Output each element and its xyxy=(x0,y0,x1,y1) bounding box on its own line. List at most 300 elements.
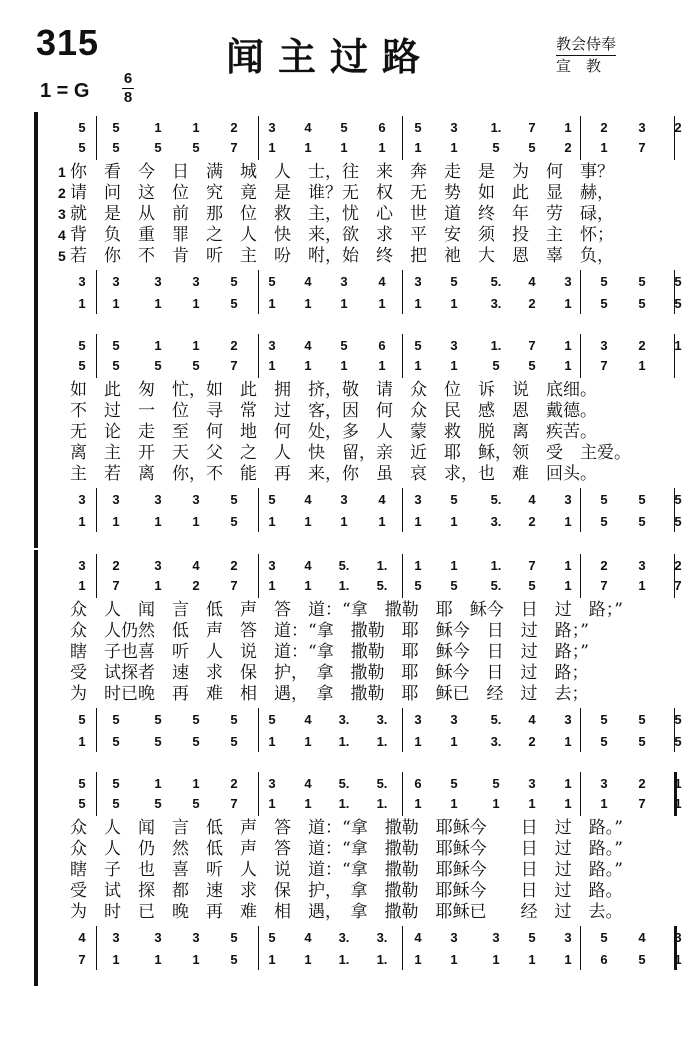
verse-text: 如 此 匆 忙，如 此 拥 挤，敬 请 众 位 诉 说 底细。 xyxy=(70,380,597,400)
tenor-row xyxy=(34,928,682,948)
alto-note: 1 xyxy=(528,796,536,811)
tenor-note: 4 xyxy=(378,492,386,507)
tenor-note: 3 xyxy=(564,274,572,289)
soprano-note: 5 xyxy=(340,120,348,135)
alto-note: 1 xyxy=(304,796,312,811)
alto-note: 7 xyxy=(638,796,646,811)
alto-note: 5. xyxy=(490,578,502,593)
alto-note: 1 xyxy=(378,358,386,373)
soprano-note: 1 xyxy=(192,776,200,791)
verse-text: 若 你 不 肯 听 主 吩 咐，始 终 把 祂 大 恩 辜 负， xyxy=(70,246,614,266)
category-line-1: 教会侍奉 xyxy=(556,34,616,56)
soprano-note: 1 xyxy=(192,338,200,353)
soprano-note: 2 xyxy=(674,558,682,573)
bass-note: 1 xyxy=(450,734,458,749)
tenor-note: 5. xyxy=(490,274,502,289)
lyrics-verse xyxy=(34,860,662,880)
bass-note: 1 xyxy=(564,514,572,529)
lyrics-verse xyxy=(34,663,662,683)
tenor-note: 5 xyxy=(600,492,608,507)
tenor-note: 3 xyxy=(192,492,200,507)
verse-number: 3 xyxy=(58,206,66,222)
score-system xyxy=(34,330,682,548)
soprano-note: 5. xyxy=(338,776,350,791)
soprano-note: 5 xyxy=(112,776,120,791)
alto-note: 5 xyxy=(112,140,120,155)
alto-note: 7 xyxy=(230,140,238,155)
bass-note: 1 xyxy=(268,514,276,529)
lyrics-verse xyxy=(34,162,662,182)
bass-note: 5 xyxy=(674,514,682,529)
soprano-note: 5 xyxy=(414,120,422,135)
lyrics-verse xyxy=(34,881,662,901)
soprano-note: 7 xyxy=(528,338,536,353)
bass-note: 3. xyxy=(490,514,502,529)
bass-note: 5 xyxy=(674,734,682,749)
soprano-note: 4 xyxy=(304,558,312,573)
soprano-note: 2 xyxy=(674,120,682,135)
bass-note: 5 xyxy=(230,734,238,749)
tenor-note: 3 xyxy=(450,930,458,945)
tenor-note: 5 xyxy=(600,274,608,289)
tenor-note: 4 xyxy=(304,274,312,289)
alto-note: 5 xyxy=(192,358,200,373)
bass-note: 1 xyxy=(414,734,422,749)
bass-note: 5 xyxy=(112,734,120,749)
bass-note: 1 xyxy=(304,296,312,311)
soprano-note: 5 xyxy=(414,338,422,353)
tenor-note: 5 xyxy=(268,274,276,289)
verse-text: 主 若 离 你，不 能 再 来，你 虽 哀 求，也 难 回头。 xyxy=(70,464,597,484)
soprano-row xyxy=(34,774,682,794)
bass-note: 5 xyxy=(638,296,646,311)
lyrics-verse xyxy=(34,225,662,245)
soprano-note: 2 xyxy=(230,776,238,791)
lyrics-verse xyxy=(34,443,662,463)
bass-note: 5 xyxy=(600,296,608,311)
alto-note: 1 xyxy=(492,796,500,811)
soprano-note: 3 xyxy=(450,120,458,135)
hymn-category xyxy=(556,34,616,76)
alto-note: 7 xyxy=(230,578,238,593)
soprano-note: 6 xyxy=(378,338,386,353)
alto-note: 5 xyxy=(78,796,86,811)
tenor-note: 3 xyxy=(340,274,348,289)
soprano-note: 5 xyxy=(78,776,86,791)
tenor-note: 3 xyxy=(564,930,572,945)
alto-note: 5 xyxy=(154,796,162,811)
soprano-note: 2 xyxy=(230,120,238,135)
alto-row xyxy=(34,138,662,158)
soprano-note: 3 xyxy=(268,776,276,791)
tenor-note: 3. xyxy=(338,930,350,945)
lyrics-verse xyxy=(34,246,662,266)
tenor-note: 5 xyxy=(192,712,200,727)
bass-note: 1 xyxy=(450,514,458,529)
tenor-row xyxy=(34,490,682,510)
soprano-note: 3 xyxy=(78,558,86,573)
tenor-note: 3 xyxy=(414,274,422,289)
bass-row xyxy=(34,732,682,752)
bass-note: 5 xyxy=(674,296,682,311)
tenor-note: 3 xyxy=(450,712,458,727)
tenor-note: 5 xyxy=(638,274,646,289)
bass-note: 1. xyxy=(376,734,388,749)
verse-text: 无 论 走 至 何 地 何 处，多 人 蒙 救 脱 离 疾苦。 xyxy=(70,422,597,442)
alto-note: 7 xyxy=(600,358,608,373)
alto-note: 5 xyxy=(78,358,86,373)
tenor-note: 3. xyxy=(338,712,350,727)
soprano-note: 6 xyxy=(414,776,422,791)
tenor-note: 3 xyxy=(112,274,120,289)
tenor-note: 4 xyxy=(528,274,536,289)
bass-note: 1 xyxy=(378,514,386,529)
alto-note: 7 xyxy=(112,578,120,593)
verse-text: 为 时已晚 再 难 相 遇， 拿 撒勒 耶 稣已 经 过 去； xyxy=(70,684,589,704)
bass-note: 1 xyxy=(268,952,276,967)
bass-note: 1 xyxy=(268,296,276,311)
soprano-note: 5 xyxy=(450,776,458,791)
tenor-note: 5 xyxy=(268,930,276,945)
alto-note: 1 xyxy=(304,578,312,593)
score-system xyxy=(34,112,682,330)
tenor-note: 3 xyxy=(414,712,422,727)
verse-text: 就 是 从 前 那 位 救 主，忧 心 世 道 终 年 劳 碌， xyxy=(70,204,614,224)
tenor-note: 4 xyxy=(304,930,312,945)
alto-note: 1 xyxy=(638,358,646,373)
tenor-note: 4 xyxy=(78,930,86,945)
soprano-note: 5 xyxy=(492,776,500,791)
soprano-note: 3 xyxy=(600,776,608,791)
verse-text: 为 时 已 晚 再 难 相 遇， 拿 撒勒 耶稣已 经 过 去。 xyxy=(70,902,623,922)
soprano-note: 1. xyxy=(490,338,502,353)
bass-note: 1 xyxy=(304,734,312,749)
soprano-note: 2 xyxy=(638,776,646,791)
bass-note: 1 xyxy=(414,514,422,529)
soprano-note: 3 xyxy=(638,120,646,135)
soprano-note: 2 xyxy=(638,338,646,353)
bass-note: 1 xyxy=(78,514,86,529)
alto-note: 5 xyxy=(112,358,120,373)
alto-note: 1 xyxy=(78,578,86,593)
soprano-note: 3 xyxy=(154,558,162,573)
tenor-note: 5 xyxy=(600,930,608,945)
alto-note: 5 xyxy=(192,140,200,155)
alto-note: 5 xyxy=(154,140,162,155)
alto-note: 2 xyxy=(564,140,572,155)
bass-note: 6 xyxy=(600,952,608,967)
alto-note: 5 xyxy=(528,358,536,373)
alto-row xyxy=(34,356,662,376)
alto-note: 1 xyxy=(268,796,276,811)
tenor-note: 5 xyxy=(450,492,458,507)
soprano-note: 1 xyxy=(564,776,572,791)
bass-note: 1 xyxy=(528,952,536,967)
alto-note: 1 xyxy=(674,796,682,811)
bass-note: 1 xyxy=(674,952,682,967)
alto-note: 5 xyxy=(78,140,86,155)
verse-text: 众 人 闻 言 低 声 答 道：“拿 撒勒 耶稣今 日 过 路。” xyxy=(70,818,623,838)
alto-note: 1 xyxy=(414,796,422,811)
tenor-note: 4 xyxy=(378,274,386,289)
time-signature-top: 6 xyxy=(123,70,133,87)
soprano-note: 1 xyxy=(154,338,162,353)
verse-text: 背 负 重 罪 之 人 快 来，欲 求 平 安 须 投 主 怀； xyxy=(70,225,614,245)
lyrics-verse xyxy=(34,621,662,641)
lyrics-verse xyxy=(34,600,662,620)
verse-text: 瞎 子也喜 听 人 说 道：“拿 撒勒 耶 稣今 日 过 路；” xyxy=(70,642,589,662)
alto-note: 1 xyxy=(450,140,458,155)
alto-note: 7 xyxy=(600,578,608,593)
tenor-note: 5 xyxy=(674,712,682,727)
bass-note: 1 xyxy=(492,952,500,967)
soprano-note: 3 xyxy=(268,558,276,573)
tenor-note: 3. xyxy=(376,930,388,945)
bass-note: 5 xyxy=(638,514,646,529)
tenor-note: 3. xyxy=(376,712,388,727)
soprano-note: 3 xyxy=(268,338,276,353)
lyrics-verse xyxy=(34,183,662,203)
bass-note: 1 xyxy=(450,952,458,967)
bass-note: 1 xyxy=(192,514,200,529)
tenor-row xyxy=(34,710,682,730)
soprano-note: 6 xyxy=(378,120,386,135)
category-line-2: 宣 教 xyxy=(556,57,602,75)
bass-note: 1. xyxy=(338,952,350,967)
tenor-note: 5 xyxy=(112,712,120,727)
soprano-note: 5 xyxy=(78,120,86,135)
alto-note: 1 xyxy=(268,358,276,373)
alto-note: 1. xyxy=(376,796,388,811)
bass-note: 1 xyxy=(78,734,86,749)
verse-number: 1 xyxy=(58,164,66,180)
bass-row xyxy=(34,512,682,532)
verse-text: 你 看 今 日 满 城 人 士，往 来 奔 走 是 为 何 事？ xyxy=(70,162,614,182)
soprano-row xyxy=(34,556,682,576)
soprano-note: 3 xyxy=(450,338,458,353)
alto-note: 1 xyxy=(154,578,162,593)
soprano-note: 1 xyxy=(674,776,682,791)
alto-note: 5 xyxy=(450,578,458,593)
bass-note: 1 xyxy=(112,952,120,967)
soprano-note: 1 xyxy=(154,776,162,791)
bass-note: 1 xyxy=(192,952,200,967)
bass-note: 1 xyxy=(304,514,312,529)
verse-text: 众 人 仍 然 低 声 答 道：“拿 撒勒 耶稣今 日 过 路。” xyxy=(70,839,623,859)
soprano-note: 4 xyxy=(192,558,200,573)
soprano-note: 1 xyxy=(154,120,162,135)
verse-text: 不 过 一 位 寻 常 过 客，因 何 众 民 感 恩 戴德。 xyxy=(70,401,597,421)
tenor-note: 3 xyxy=(340,492,348,507)
tenor-note: 5 xyxy=(268,492,276,507)
soprano-note: 5. xyxy=(338,558,350,573)
alto-note: 1 xyxy=(340,140,348,155)
alto-note: 5 xyxy=(154,358,162,373)
bass-note: 1 xyxy=(112,514,120,529)
soprano-note: 2 xyxy=(600,558,608,573)
tenor-note: 3 xyxy=(192,930,200,945)
bass-note: 1 xyxy=(564,952,572,967)
bass-note: 5 xyxy=(600,514,608,529)
soprano-note: 1 xyxy=(564,338,572,353)
soprano-row xyxy=(34,118,682,138)
bass-note: 1 xyxy=(192,296,200,311)
time-signature xyxy=(122,72,134,105)
tenor-note: 3 xyxy=(492,930,500,945)
alto-note: 1. xyxy=(338,796,350,811)
bass-note: 1 xyxy=(304,952,312,967)
alto-note: 1 xyxy=(304,140,312,155)
alto-note: 5 xyxy=(528,140,536,155)
tenor-note: 5. xyxy=(490,712,502,727)
bass-note: 1 xyxy=(414,296,422,311)
bass-note: 1 xyxy=(340,296,348,311)
tenor-note: 5 xyxy=(230,930,238,945)
bass-note: 1. xyxy=(376,952,388,967)
alto-note: 5 xyxy=(528,578,536,593)
tenor-note: 4 xyxy=(304,712,312,727)
soprano-note: 5. xyxy=(376,776,388,791)
verse-number: 2 xyxy=(58,185,66,201)
tenor-note: 5 xyxy=(638,492,646,507)
alto-note: 5 xyxy=(192,796,200,811)
tenor-note: 3 xyxy=(112,930,120,945)
soprano-note: 3 xyxy=(600,338,608,353)
alto-note: 5. xyxy=(376,578,388,593)
verse-text: 瞎 子 也 喜 听 人 说 道：“拿 撒勒 耶稣今 日 过 路。” xyxy=(70,860,623,880)
soprano-note: 5 xyxy=(340,338,348,353)
soprano-note: 1 xyxy=(564,558,572,573)
alto-note: 1 xyxy=(564,578,572,593)
bass-note: 1. xyxy=(338,734,350,749)
verse-text: 请 问 这 位 究 竟 是 谁？无 权 无 势 如 此 显 赫， xyxy=(70,183,614,203)
alto-note: 7 xyxy=(674,578,682,593)
bass-note: 5 xyxy=(638,952,646,967)
lyrics-verse xyxy=(34,204,662,224)
soprano-note: 3 xyxy=(638,558,646,573)
tenor-row xyxy=(34,272,682,292)
soprano-note: 2 xyxy=(600,120,608,135)
bass-note: 2 xyxy=(528,296,536,311)
soprano-note: 5 xyxy=(112,120,120,135)
alto-note: 5 xyxy=(414,578,422,593)
bass-note: 5 xyxy=(154,734,162,749)
soprano-note: 1. xyxy=(376,558,388,573)
alto-note: 1 xyxy=(414,358,422,373)
alto-note: 1 xyxy=(600,140,608,155)
lyrics-verse xyxy=(34,818,662,838)
tenor-note: 5 xyxy=(230,492,238,507)
bass-note: 5 xyxy=(230,952,238,967)
alto-note: 1 xyxy=(564,358,572,373)
alto-note: 1 xyxy=(564,796,572,811)
alto-note: 1 xyxy=(600,796,608,811)
lyrics-verse xyxy=(34,464,662,484)
verse-number: 5 xyxy=(58,248,66,264)
soprano-note: 7 xyxy=(528,558,536,573)
hymn-number: 315 xyxy=(36,22,100,63)
bass-note: 2 xyxy=(528,514,536,529)
bass-note: 1 xyxy=(340,514,348,529)
alto-note: 1 xyxy=(450,358,458,373)
tenor-note: 3 xyxy=(414,492,422,507)
alto-note: 1 xyxy=(378,140,386,155)
verse-text: 众 人仍然 低 声 答 道：“拿 撒勒 耶 稣今 日 过 路；” xyxy=(70,621,589,641)
verse-text: 离 主 开 天 父 之 人 快 留，亲 近 耶 稣，领 受 主爱。 xyxy=(70,443,631,463)
tenor-note: 3 xyxy=(112,492,120,507)
bass-note: 1 xyxy=(564,734,572,749)
alto-note: 7 xyxy=(638,140,646,155)
tenor-note: 3 xyxy=(154,492,162,507)
lyrics-verse xyxy=(34,642,662,662)
bass-note: 5 xyxy=(600,734,608,749)
lyrics-verse xyxy=(34,684,662,704)
tenor-note: 5 xyxy=(674,492,682,507)
bass-note: 5 xyxy=(638,734,646,749)
tenor-note: 5 xyxy=(528,930,536,945)
score-system xyxy=(34,550,682,768)
tenor-note: 5. xyxy=(490,492,502,507)
soprano-note: 1 xyxy=(414,558,422,573)
bass-note: 1 xyxy=(450,296,458,311)
verse-text: 众 人 闻 言 低 声 答 道：“拿 撒勒 耶 稣今 日 过 路；” xyxy=(70,600,623,620)
soprano-note: 5 xyxy=(78,338,86,353)
tenor-note: 3 xyxy=(154,930,162,945)
alto-note: 1 xyxy=(268,578,276,593)
soprano-note: 7 xyxy=(528,120,536,135)
lyrics-verse xyxy=(34,902,662,922)
tenor-note: 4 xyxy=(528,492,536,507)
bass-note: 5 xyxy=(230,296,238,311)
time-signature-bottom: 8 xyxy=(123,89,133,106)
bass-note: 5 xyxy=(230,514,238,529)
soprano-note: 4 xyxy=(304,338,312,353)
tenor-note: 5 xyxy=(268,712,276,727)
bass-note: 1 xyxy=(414,952,422,967)
hymn-title: 闻主过路 xyxy=(226,35,435,79)
tenor-note: 5 xyxy=(154,712,162,727)
soprano-note: 2 xyxy=(112,558,120,573)
alto-note: 5 xyxy=(492,140,500,155)
bass-note: 3. xyxy=(490,734,502,749)
alto-row xyxy=(34,576,682,596)
bass-note: 1 xyxy=(112,296,120,311)
bass-note: 5 xyxy=(192,734,200,749)
alto-note: 1 xyxy=(450,796,458,811)
bass-note: 1 xyxy=(154,514,162,529)
tenor-note: 3 xyxy=(192,274,200,289)
soprano-note: 1 xyxy=(564,120,572,135)
lyrics-verse xyxy=(34,839,662,859)
alto-note: 2 xyxy=(192,578,200,593)
tenor-note: 3 xyxy=(674,930,682,945)
verse-text: 受 试 探 都 速 求 保 护， 拿 撒勒 耶稣今 日 过 路。 xyxy=(70,881,623,901)
tenor-note: 4 xyxy=(304,492,312,507)
alto-note: 5 xyxy=(492,358,500,373)
tenor-note: 3 xyxy=(154,274,162,289)
tenor-note: 5 xyxy=(600,712,608,727)
bass-note: 1 xyxy=(154,296,162,311)
soprano-row xyxy=(34,336,682,356)
lyrics-verse xyxy=(34,401,662,421)
tenor-note: 5 xyxy=(638,712,646,727)
soprano-note: 1 xyxy=(192,120,200,135)
soprano-note: 5 xyxy=(112,338,120,353)
bass-note: 1 xyxy=(78,296,86,311)
bass-note: 1 xyxy=(564,296,572,311)
verse-number: 4 xyxy=(58,227,66,243)
alto-note: 1 xyxy=(340,358,348,373)
